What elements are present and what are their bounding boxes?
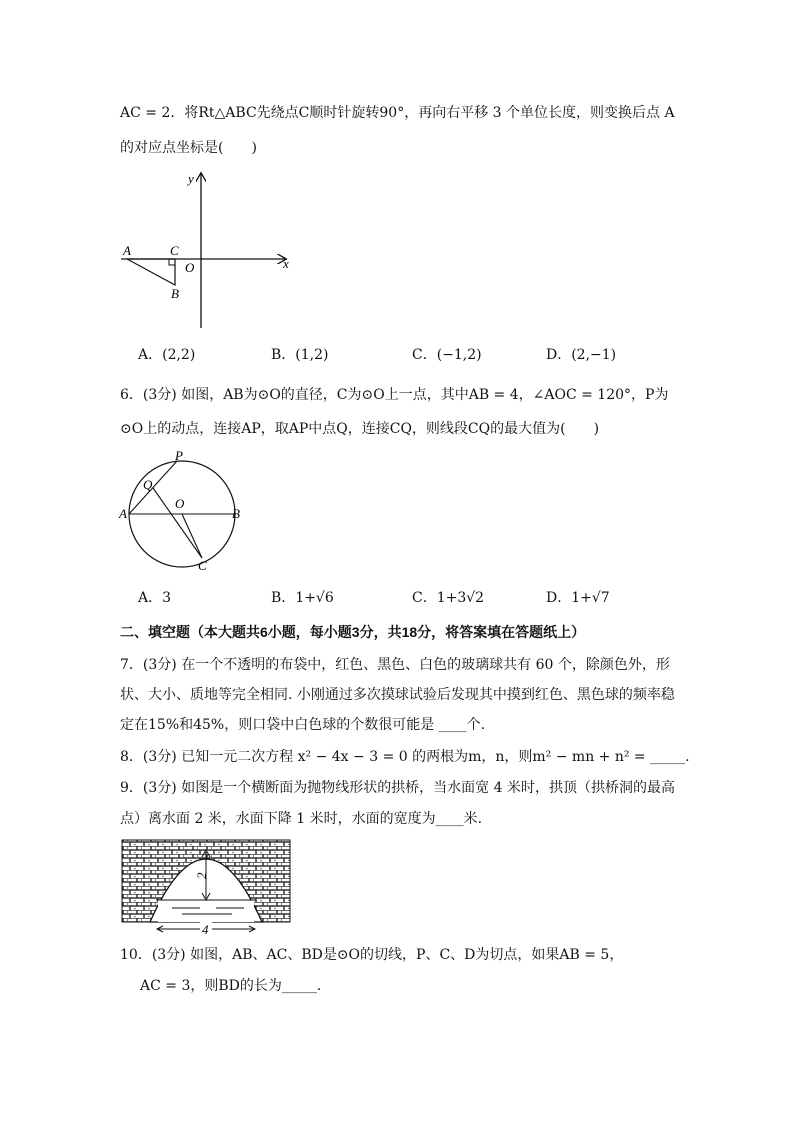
label-B: B	[171, 286, 179, 301]
q9-bridge-figure	[120, 838, 292, 938]
label-x: x	[283, 256, 289, 271]
water-surface	[158, 900, 254, 922]
label-A: A	[119, 506, 127, 521]
q6-choice-b[interactable]: B．1+√6	[271, 590, 334, 606]
label-width: 4	[202, 922, 209, 937]
q5-choice-d[interactable]: D．(2,−1)	[546, 347, 617, 363]
label-O: O	[175, 496, 185, 511]
q5-coordinate-figure	[115, 168, 295, 333]
q7-text-line1: 7．(3分) 在一个不透明的布袋中，红色、黑色、白色的玻璃球共有 60 个，除颜色外，形	[120, 657, 670, 673]
q7-text-line3: 定在15%和45%，则口袋中白色球的个数很可能是 ____个.	[120, 717, 486, 733]
q9-text-line1: 9．(3分) 如图是一个横断面为抛物线形状的拱桥，当水面宽 4 米时，拱顶（拱桥洞的最高	[120, 780, 675, 796]
right-angle-mark	[169, 259, 175, 265]
label-P: P	[175, 448, 183, 463]
label-B: B	[232, 506, 240, 521]
q8-text-line1: 8．(3分) 已知一元二次方程 x² − 4x − 3 = 0 的两根为m，n，则m² − mn + n² = _____.	[120, 749, 690, 765]
q9-text-line2: 点）离水面 2 米，水面下降 1 米时，水面的宽度为____米.	[120, 811, 483, 827]
segment-oc	[182, 514, 202, 558]
label-height: 2	[194, 872, 209, 879]
q5-choice-b[interactable]: B．(1,2)	[271, 347, 329, 363]
label-O: O	[185, 260, 195, 275]
q6-text-line1: 6．(3分) 如图，AB为⊙O的直径，C为⊙O上一点，其中AB = 4，∠AOC = 120°，P为	[120, 387, 669, 403]
label-A: A	[123, 243, 131, 258]
q6-circle-figure	[115, 448, 250, 576]
triangle-abc	[127, 259, 175, 285]
q5-text-line2: 的对应点坐标是( )	[120, 140, 257, 156]
q7-text-line2: 状、大小、质地等完全相同. 小刚通过多次摸球试验后发现其中摸到红色、黑色球的频率稳	[120, 687, 675, 703]
q10-text-line1: 10．(3分) 如图，AB、AC、BD是⊙O的切线，P、C、D为切点，如果AB = 5，	[120, 947, 624, 963]
q6-choice-a[interactable]: A．3	[138, 590, 172, 606]
label-C: C	[170, 243, 179, 258]
q10-text-line2: AC = 3，则BD的长为_____.	[140, 978, 322, 994]
q6-text-line2: ⊙O上的动点，连接AP，取AP中点Q，连接CQ，则线段CQ的最大值为( )	[120, 421, 600, 437]
label-y: y	[188, 171, 194, 186]
q6-choice-c[interactable]: C．1+3√2	[412, 590, 485, 606]
q5-choice-c[interactable]: C．(−1,2)	[412, 347, 482, 363]
section-2-title: 二、填空题（本大题共6小题，每小题3分，共18分，将答案填在答题纸上）	[120, 624, 586, 640]
q5-text-line1: AC = 2．将Rt△ABC先绕点C顺时针旋转90°，再向右平移 3 个单位长度，则变换后点 A	[120, 105, 675, 121]
q5-choice-a[interactable]: A．(2,2)	[138, 347, 196, 363]
q6-choice-d[interactable]: D．1+√7	[546, 590, 610, 606]
label-Q: Q	[143, 477, 153, 492]
label-C: C	[198, 558, 207, 573]
